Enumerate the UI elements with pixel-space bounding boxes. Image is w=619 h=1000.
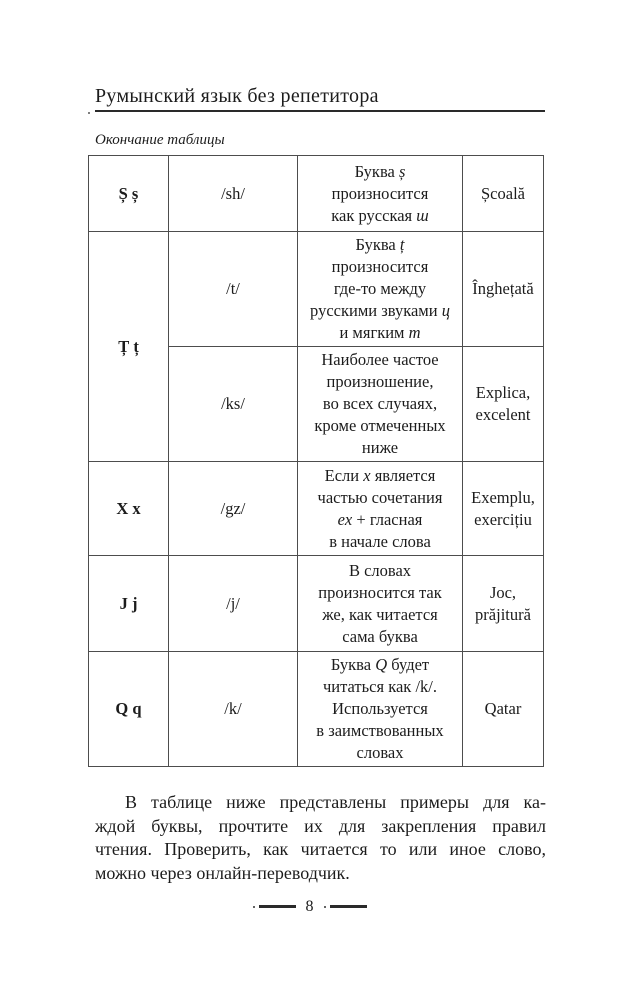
description-text: кроме отмеченных: [314, 416, 446, 435]
paragraph-line: В таблице ниже представлены примеры для ка-: [125, 792, 546, 812]
description-text: словах: [356, 743, 404, 762]
description-text: ниже: [361, 438, 399, 457]
description-text: будет: [387, 655, 430, 674]
letter-cell: X x: [89, 462, 169, 556]
description-cell: [298, 652, 463, 767]
description-text: + гласная: [352, 509, 423, 529]
example-cell: Școală: [463, 156, 544, 232]
paragraph-line: чтения. Проверить, как читается то или иное слово,: [95, 839, 546, 859]
description-text: сама буква: [342, 626, 418, 646]
description-italic-text: ex: [337, 509, 353, 529]
description-text: во всех случаях,: [322, 394, 438, 413]
description-cell: [298, 347, 463, 462]
table-row: [89, 462, 544, 556]
description-text: как русская: [331, 205, 417, 225]
pronunciation-cell: /ks/: [169, 347, 298, 462]
description-text: в начале слова: [329, 531, 431, 551]
description-text: же, как читается: [322, 604, 438, 624]
description-italic-text: ц: [441, 301, 450, 320]
example-cell: Exemplu, exercițiu: [463, 462, 544, 556]
description-text: русскими звуками: [310, 301, 442, 320]
body-paragraph: [95, 791, 546, 885]
pronunciation-cell: /j/: [169, 556, 298, 652]
footer-rule-left: [259, 905, 296, 908]
footer-dot-right: [324, 906, 326, 908]
description-cell: [298, 232, 463, 347]
paragraph-line: ждой буквы, прочтите их для закрепления правил: [95, 815, 546, 836]
description-text: произносится: [331, 257, 429, 276]
page-number: 8: [305, 898, 314, 916]
footer-rule-right: [330, 905, 367, 908]
example-cell: Qatar: [463, 652, 544, 767]
example-cell: Explica, excelent: [463, 347, 544, 462]
description-text: Наиболее частое: [321, 350, 439, 369]
pronunciation-cell: /k/: [169, 652, 298, 767]
description-cell: [298, 462, 463, 556]
letter-cell: Ș ș: [89, 156, 169, 232]
description-text: Используется: [332, 699, 428, 718]
running-head: Румынский язык без репетитора: [95, 85, 379, 107]
description-italic-text: x: [363, 465, 371, 485]
description-italic-text: ț: [399, 235, 405, 254]
description-cell: [298, 156, 463, 232]
description-text: произносится так: [318, 582, 442, 602]
letter-cell: Ț ț: [89, 232, 169, 462]
description-italic-text: ș: [398, 161, 406, 181]
letter-cell: J j: [89, 556, 169, 652]
paragraph-line: можно через онлайн-переводчик.: [95, 862, 350, 883]
letter-cell: Q q: [89, 652, 169, 767]
description-italic-text: Q: [375, 655, 388, 674]
description-text: Буква: [330, 655, 376, 674]
description-text: Буква: [355, 235, 400, 254]
description-text: Буква: [354, 161, 399, 181]
table-caption: Окончание таблицы: [95, 132, 225, 148]
pronunciation-cell: /t/: [169, 232, 298, 347]
pronunciation-cell: /sh/: [169, 156, 298, 232]
table-row: [89, 232, 544, 347]
footer-ornament-left: [253, 896, 296, 916]
page-footer: [0, 897, 619, 917]
running-head-rule: [95, 110, 545, 112]
description-text: читаться как /k/.: [323, 677, 437, 696]
description-text: частью сочетания: [317, 487, 443, 507]
table-row: [89, 556, 544, 652]
description-text: произносится: [331, 183, 429, 203]
description-italic-text: ш: [416, 205, 429, 225]
description-italic-text: т: [408, 323, 421, 342]
letters-table: [88, 155, 544, 767]
description-text: где-то между: [333, 279, 427, 298]
description-text: в заимствованных: [316, 721, 444, 740]
example-cell: Înghețată: [463, 232, 544, 347]
description-text: и мягким: [339, 323, 409, 342]
description-cell: [298, 556, 463, 652]
description-text: является: [370, 465, 436, 485]
description-text: В словах: [348, 560, 412, 580]
letters-table-body: [89, 156, 544, 767]
table-row: [89, 652, 544, 767]
example-cell: Joc, prăjitură: [463, 556, 544, 652]
footer-dot-left: [253, 906, 255, 908]
description-text: произношение,: [326, 372, 434, 391]
footer-ornament-right: [324, 896, 367, 916]
pronunciation-cell: /gz/: [169, 462, 298, 556]
description-text: Если: [324, 465, 364, 485]
table-row: [89, 156, 544, 232]
